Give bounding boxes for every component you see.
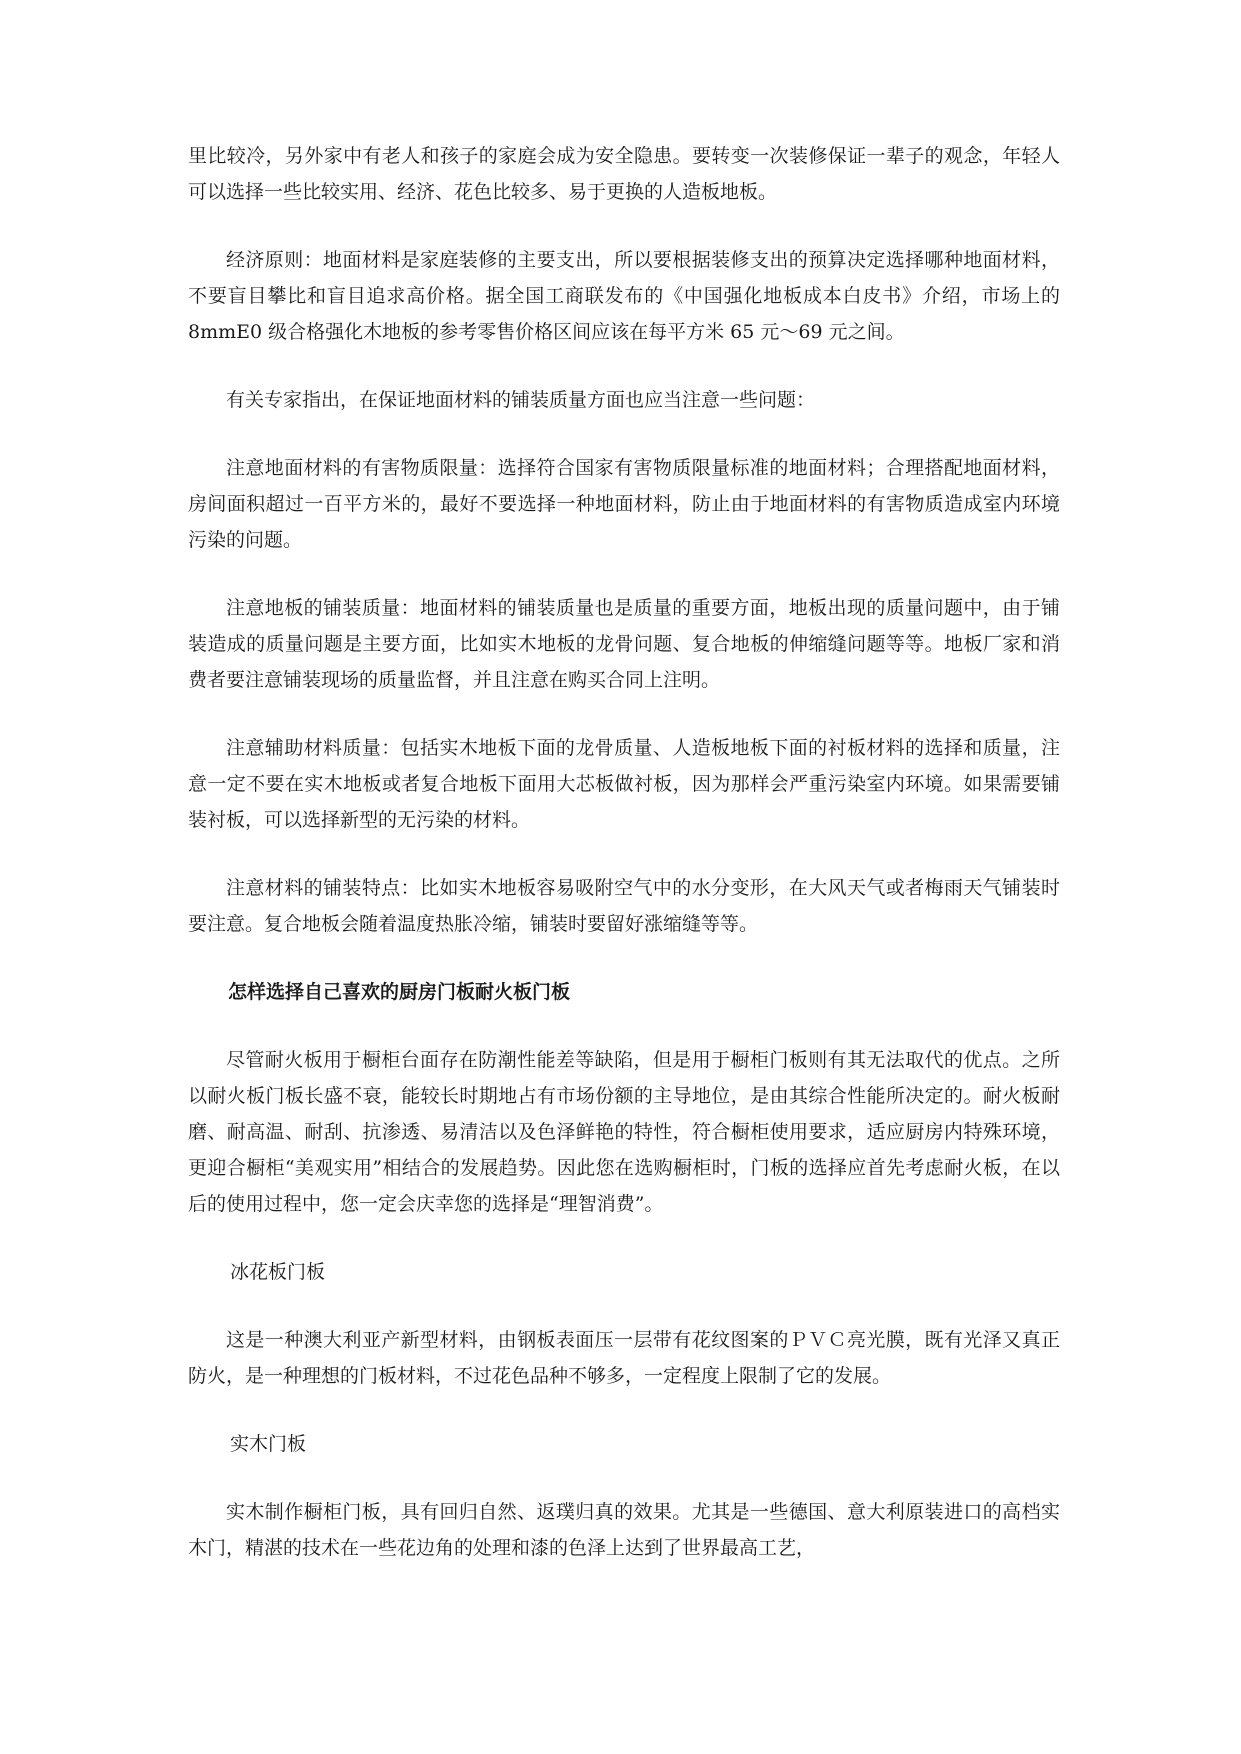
paragraph-continuation: 里比较冷，另外家中有老人和孩子的家庭会成为安全隐患。要转变一次装修保证一辈子的观念，年轻人可以选择一些比较实用、经济、花色比较多、易于更换的人造板地板。 <box>188 145 1060 203</box>
subheading-solid-wood: 实木门板 <box>230 1433 307 1455</box>
paragraph-harmful-substances: 注意地面材料的有害物质限量：选择符合国家有害物质限量标准的地面材料；合理搭配地面材料，房间面积超过一百平方米的，最好不要选择一种地面材料，防止由于地面材料的有害物质造成室内环境污染的问题。 <box>188 457 1060 551</box>
paragraph-economy-principle: 经济原则：地面材料是家庭装修的主要支出，所以要根据装修支出的预算决定选择哪种地面材料，不要盲目攀比和盲目追求高价格。据全国工商联发布的《中国强化地板成本白皮书》介绍，市场上的 8mmE0 级合格强化木地板的参考零售价格区间应该在每平方米 65 元～69 元之间。 <box>188 249 1060 343</box>
section-heading: 怎样选择自己喜欢的厨房门板耐火板门板 <box>228 981 571 1003</box>
subheading-ice-flower-board: 冰花板门板 <box>230 1261 326 1283</box>
paragraph-ice-flower-board: 这是一种澳大利亚产新型材料，由钢板表面压一层带有花纹图案的ＰＶＣ亮光膜，既有光泽又真正防火，是一种理想的门板材料，不过花色品种不够多，一定程度上限制了它的发展。 <box>188 1329 1060 1387</box>
paragraph-auxiliary-materials: 注意辅助材料质量：包括实木地板下面的龙骨质量、人造板地板下面的衬板材料的选择和质量，注意一定不要在实木地板或者复合地板下面用大芯板做衬板，因为那样会严重污染室内环境。如果需要铺装衬板，可以选择新型的无污染的材料。 <box>188 737 1060 831</box>
paragraph-expert-note: 有关专家指出，在保证地面材料的铺装质量方面也应当注意一些问题： <box>226 389 816 411</box>
paragraph-solid-wood: 实木制作橱柜门板，具有回归自然、返璞归真的效果。尤其是一些德国、意大利原装进口的高档实木门，精湛的技术在一些花边角的处理和漆的色泽上达到了世界最高工艺， <box>188 1501 1060 1559</box>
document-page <box>188 138 1060 1566</box>
paragraph-installation-quality: 注意地板的铺装质量：地面材料的铺装质量也是质量的重要方面，地板出现的质量问题中，由于铺装造成的质量问题是主要方面，比如实木地板的龙骨问题、复合地板的伸缩缝问题等等。地板厂家和消费者要注意铺装现场的质量监督，并且注意在购买合同上注明。 <box>188 597 1060 691</box>
paragraph-fireproof-board: 尽管耐火板用于橱柜台面存在防潮性能差等缺陷，但是用于橱柜门板则有其无法取代的优点。之所以耐火板门板长盛不衰，能较长时期地占有市场份额的主导地位，是由其综合性能所决定的。耐火板耐磨、耐高温、耐刮、抗渗透、易清洁以及色泽鲜艳的特性，符合橱柜使用要求，适应厨房内特殊环境，更迎合橱柜“美观实用”相结合的发展趋势。因此您在选购橱柜时，门板的选择应首先考虑耐火板，在以后的使用过程中，您一定会庆幸您的选择是“理智消费”。 <box>188 1049 1060 1215</box>
paragraph-installation-features: 注意材料的铺装特点：比如实木地板容易吸附空气中的水分变形，在大风天气或者梅雨天气铺装时要注意。复合地板会随着温度热胀冷缩，铺装时要留好涨缩缝等等。 <box>188 877 1060 935</box>
